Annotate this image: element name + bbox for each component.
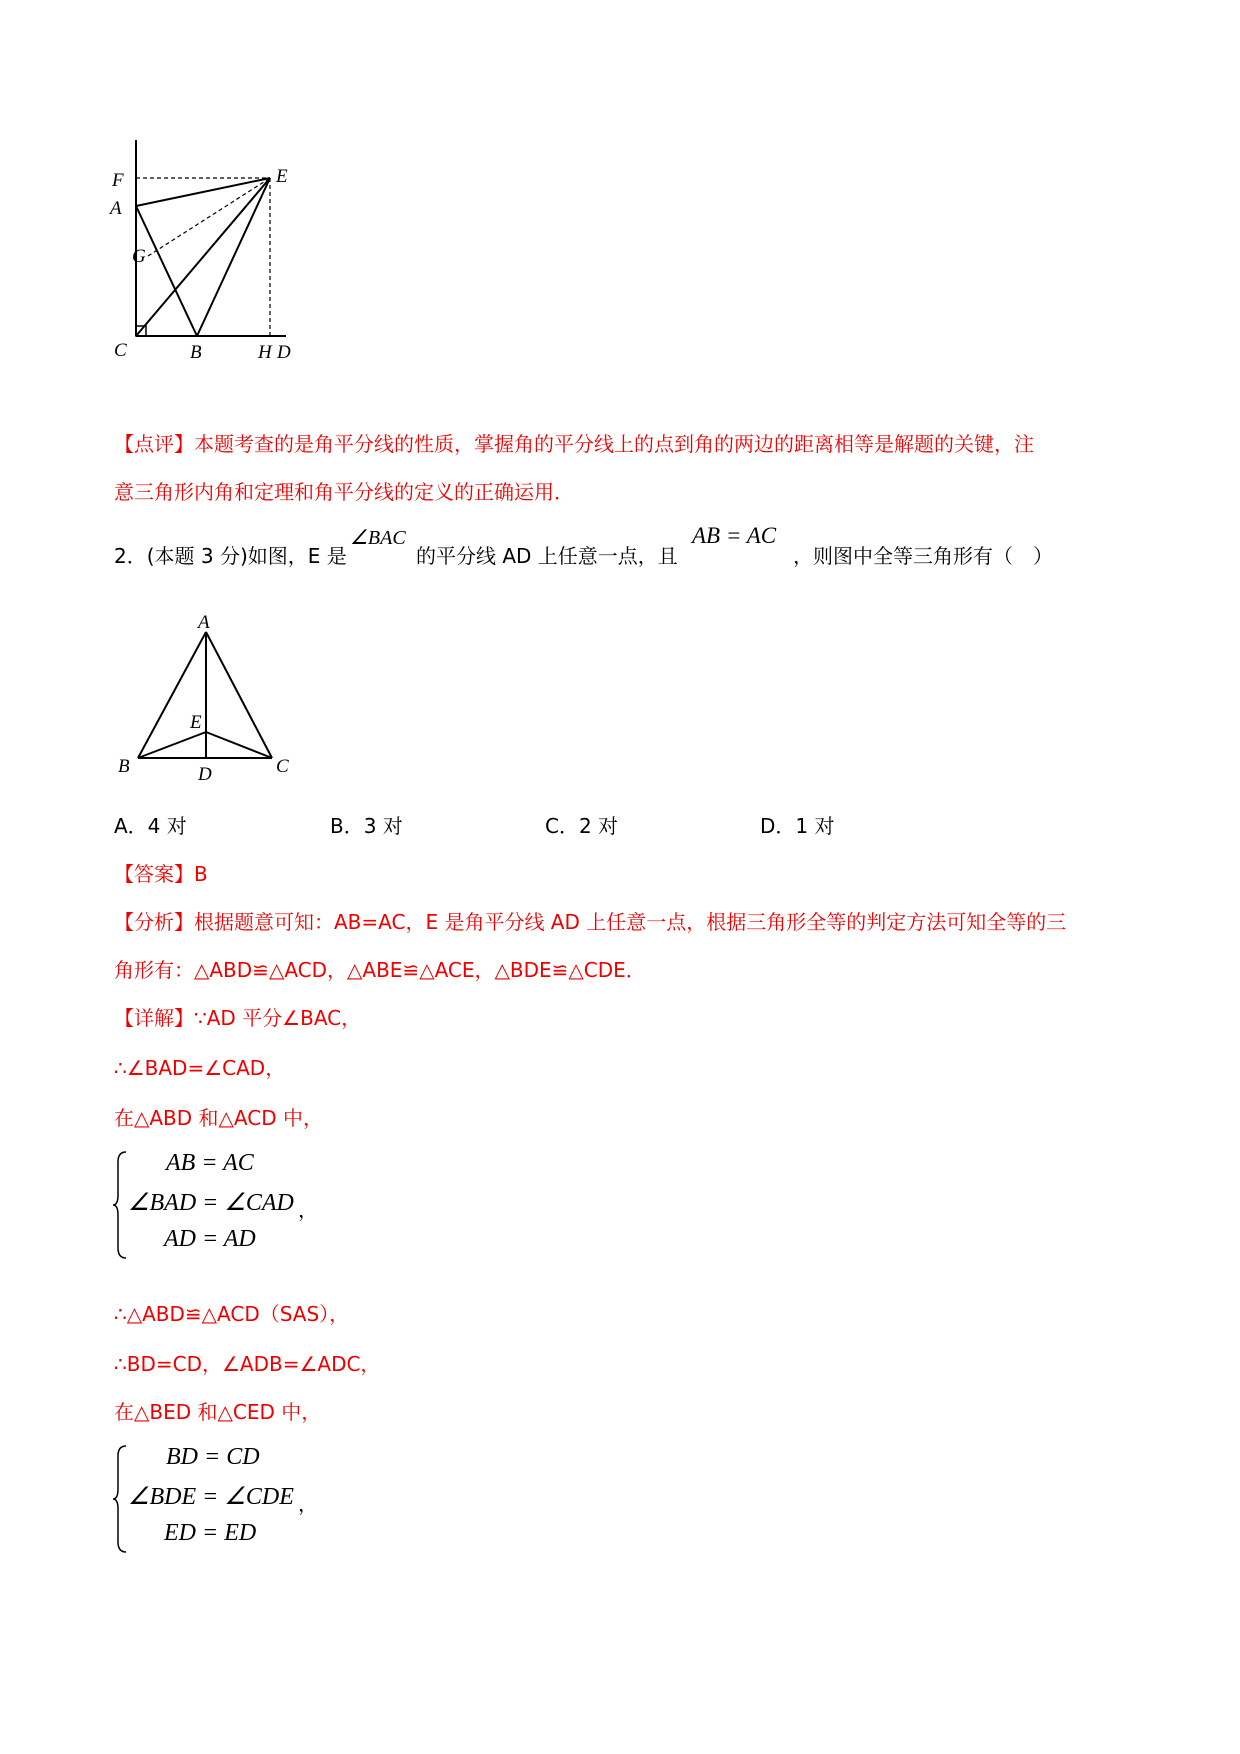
label-H: H: [258, 342, 272, 363]
system-2-eq-3: ED = ED: [164, 1520, 257, 1546]
question-ab-eq-ac: AB = AC: [692, 523, 777, 548]
label-D: D: [277, 342, 291, 363]
detail-line-3: 在△ABD 和△ACD 中，: [114, 1106, 323, 1130]
label-D: D: [198, 764, 212, 785]
side-AB: [138, 632, 206, 758]
detail-line-2: ∴∠BAD=∠CAD，: [114, 1056, 286, 1080]
question-angle-bac: ∠BAC: [350, 527, 406, 549]
question-suffix: ，则图中全等三角形有（ ）: [793, 544, 1053, 568]
label-E: E: [276, 166, 288, 187]
analysis-line-2: 角形有：△ABD≌△ACD，△ABE≌△ACE，△BDE≌△CDE．: [114, 958, 646, 982]
system-2-eq-2: ∠BDE = ∠CDE: [128, 1484, 294, 1510]
label-E: E: [190, 712, 202, 733]
segment-CE: [206, 732, 272, 758]
comment-line-1: 【点评】本题考查的是角平分线的性质，掌握角的平分线上的点到角的两边的距离相等是解题的关键，注: [114, 432, 1034, 456]
detail-line-6: 在△BED 和△CED 中，: [114, 1400, 322, 1424]
system-1-eq-1: AB = AC: [166, 1150, 254, 1176]
detail-line-4: ∴△ABD≌△ACD（SAS），: [114, 1302, 350, 1326]
answer: 【答案】B: [114, 862, 208, 886]
label-B: B: [118, 756, 130, 777]
side-AC: [206, 632, 272, 758]
system-1-comma: ，: [298, 1198, 318, 1222]
option-c: C．2 对: [545, 814, 619, 838]
label-B: B: [190, 342, 202, 363]
option-a: A．4 对: [114, 814, 187, 838]
option-b: B．3 对: [330, 814, 403, 838]
detail-line-1: 【详解】∵AD 平分∠BAC，: [114, 1006, 362, 1030]
figure-1-geometry: [100, 130, 340, 400]
question-prefix: 2．(本题 3 分)如图，E 是: [114, 544, 347, 568]
label-A: A: [110, 198, 122, 219]
label-G: G: [132, 246, 146, 267]
system-1-eq-2: ∠BAD = ∠CAD: [128, 1190, 294, 1216]
analysis-line-1: 【分析】根据题意可知：AB=AC，E 是角平分线 AD 上任意一点，根据三角形全等的判定方法可知全等的三: [114, 910, 1067, 934]
figure-2-triangle: [100, 600, 320, 790]
label-C: C: [114, 340, 127, 361]
system-2-comma: ，: [298, 1492, 318, 1516]
system-2-eq-1: BD = CD: [166, 1444, 260, 1470]
segment-AB: [136, 206, 197, 336]
segment-BE: [138, 732, 206, 758]
detail-line-5: ∴BD=CD，∠ADB=∠ADC，: [114, 1352, 381, 1376]
label-C: C: [276, 756, 289, 777]
label-F: F: [112, 170, 124, 191]
system-1-eq-3: AD = AD: [164, 1226, 256, 1252]
option-d: D．1 对: [760, 814, 835, 838]
label-A: A: [198, 612, 210, 633]
comment-line-2: 意三角形内角和定理和角平分线的定义的正确运用．: [114, 480, 574, 504]
question-middle: 的平分线 AD 上任意一点，且: [416, 544, 678, 568]
